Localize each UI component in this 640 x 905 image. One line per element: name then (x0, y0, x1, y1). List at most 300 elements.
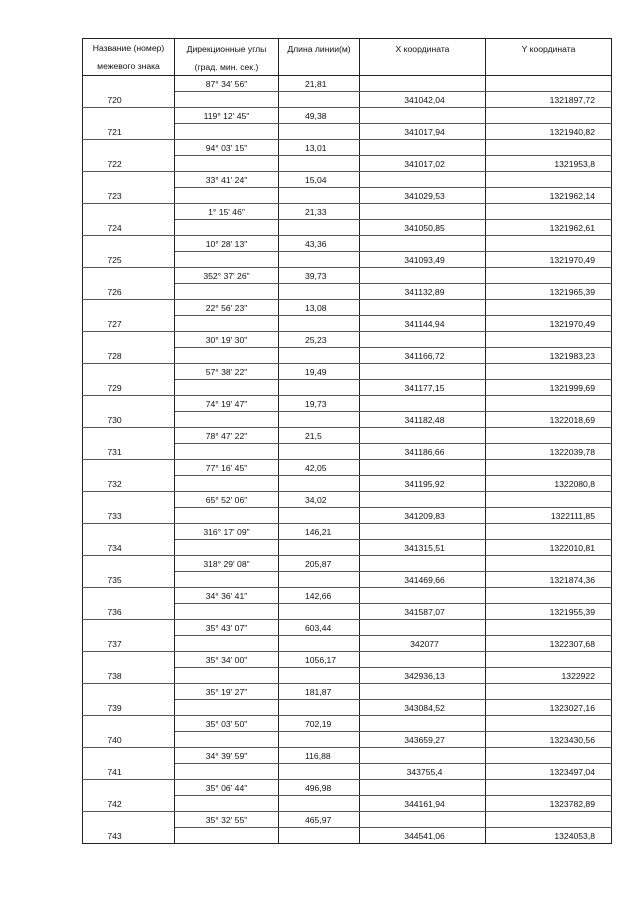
x-cell (360, 556, 486, 572)
length-cell (279, 188, 360, 204)
y-cell (486, 76, 612, 92)
length-cell (279, 604, 360, 620)
mark-cell (83, 108, 175, 124)
angle-cell (175, 92, 279, 108)
segment-row (83, 428, 612, 444)
length-cell: 21,33 (279, 204, 360, 220)
x-cell (360, 620, 486, 636)
x-cell: 344161,94 (360, 796, 486, 812)
angle-cell (175, 252, 279, 268)
angle-cell (175, 828, 279, 844)
x-cell: 341017,02 (360, 156, 486, 172)
angle-cell (175, 572, 279, 588)
mark-cell: 729 (83, 380, 175, 396)
mark-cell: 723 (83, 188, 175, 204)
segment-row (83, 652, 612, 668)
x-cell: 341182,48 (360, 412, 486, 428)
point-row (83, 700, 612, 716)
x-cell: 343659,27 (360, 732, 486, 748)
angle-cell (175, 412, 279, 428)
y-cell (486, 620, 612, 636)
angle-cell: 316° 17' 09" (175, 524, 279, 540)
y-cell: 1321970,49 (486, 252, 612, 268)
length-cell: 465,97 (279, 812, 360, 828)
x-cell (360, 428, 486, 444)
length-cell (279, 444, 360, 460)
x-cell (360, 204, 486, 220)
mark-cell: 722 (83, 156, 175, 172)
angle-cell: 35° 19' 27" (175, 684, 279, 700)
angle-cell: 35° 03' 50" (175, 716, 279, 732)
y-cell (486, 428, 612, 444)
y-cell (486, 460, 612, 476)
length-cell (279, 220, 360, 236)
point-row (83, 604, 612, 620)
x-cell (360, 812, 486, 828)
mark-cell (83, 76, 175, 92)
mark-cell (83, 332, 175, 348)
mark-cell (83, 524, 175, 540)
point-row (83, 476, 612, 492)
x-cell (360, 652, 486, 668)
segment-row (83, 396, 612, 412)
y-cell: 1323027,16 (486, 700, 612, 716)
y-cell (486, 204, 612, 220)
x-cell: 341042,04 (360, 92, 486, 108)
angle-cell (175, 444, 279, 460)
angle-cell: 352° 37' 26" (175, 268, 279, 284)
header-mark-line2: межевого знака (97, 61, 160, 71)
y-cell: 1321983,23 (486, 348, 612, 364)
point-row (83, 316, 612, 332)
point-row (83, 636, 612, 652)
angle-cell: 119° 12' 45" (175, 108, 279, 124)
angle-cell (175, 380, 279, 396)
angle-cell (175, 604, 279, 620)
x-cell (360, 492, 486, 508)
y-cell (486, 172, 612, 188)
x-cell: 343084,52 (360, 700, 486, 716)
length-cell: 496,98 (279, 780, 360, 796)
boundary-coordinates-table (82, 38, 612, 844)
mark-cell (83, 620, 175, 636)
segment-row (83, 364, 612, 380)
x-cell: 341132,89 (360, 284, 486, 300)
angle-cell: 1° 15' 46" (175, 204, 279, 220)
point-row (83, 92, 612, 108)
x-cell (360, 524, 486, 540)
y-cell: 1323497,04 (486, 764, 612, 780)
angle-cell (175, 636, 279, 652)
y-cell: 1322039,78 (486, 444, 612, 460)
angle-cell (175, 796, 279, 812)
mark-cell: 733 (83, 508, 175, 524)
mark-cell: 720 (83, 92, 175, 108)
segment-row (83, 748, 612, 764)
length-cell: 205,87 (279, 556, 360, 572)
segment-row (83, 716, 612, 732)
mark-cell (83, 492, 175, 508)
angle-cell: 57° 38' 22" (175, 364, 279, 380)
point-row (83, 348, 612, 364)
segment-row (83, 172, 612, 188)
y-cell (486, 556, 612, 572)
mark-cell (83, 396, 175, 412)
angle-cell (175, 764, 279, 780)
angle-cell: 35° 43' 07" (175, 620, 279, 636)
point-row (83, 796, 612, 812)
angle-cell (175, 668, 279, 684)
length-cell (279, 700, 360, 716)
length-cell (279, 572, 360, 588)
mark-cell (83, 172, 175, 188)
point-row (83, 252, 612, 268)
segment-row (83, 556, 612, 572)
x-cell (360, 300, 486, 316)
x-cell: 341017,94 (360, 124, 486, 140)
length-cell (279, 732, 360, 748)
length-cell: 13,08 (279, 300, 360, 316)
angle-cell: 35° 32' 55" (175, 812, 279, 828)
x-cell: 341177,15 (360, 380, 486, 396)
table-body (83, 76, 612, 844)
angle-cell (175, 732, 279, 748)
y-cell (486, 236, 612, 252)
length-cell: 25,23 (279, 332, 360, 348)
angle-cell (175, 220, 279, 236)
y-cell: 1321962,14 (486, 188, 612, 204)
length-cell: 21,5 (279, 428, 360, 444)
y-cell: 1321999,69 (486, 380, 612, 396)
header-x-label: X координата (395, 44, 450, 54)
mark-cell: 721 (83, 124, 175, 140)
length-cell: 116,88 (279, 748, 360, 764)
length-cell (279, 124, 360, 140)
mark-cell (83, 556, 175, 572)
x-cell: 341050,85 (360, 220, 486, 236)
segment-row (83, 780, 612, 796)
length-cell (279, 508, 360, 524)
segment-row (83, 812, 612, 828)
mark-cell: 732 (83, 476, 175, 492)
length-cell: 34,02 (279, 492, 360, 508)
y-cell: 1323782,89 (486, 796, 612, 812)
y-cell (486, 364, 612, 380)
y-cell (486, 524, 612, 540)
y-cell: 1322080,8 (486, 476, 612, 492)
length-cell (279, 156, 360, 172)
mark-cell: 725 (83, 252, 175, 268)
length-cell: 181,87 (279, 684, 360, 700)
y-cell: 1321955,39 (486, 604, 612, 620)
header-angle-line1: Дирекционные углы (186, 43, 267, 54)
y-cell: 1321897,72 (486, 92, 612, 108)
segment-row (83, 460, 612, 476)
x-cell (360, 332, 486, 348)
angle-cell: 318° 29' 08" (175, 556, 279, 572)
mark-cell: 736 (83, 604, 175, 620)
angle-cell: 30° 19' 30" (175, 332, 279, 348)
angle-cell: 74° 19' 47" (175, 396, 279, 412)
x-cell: 341166,72 (360, 348, 486, 364)
y-cell (486, 492, 612, 508)
mark-cell (83, 748, 175, 764)
y-cell: 1321940,82 (486, 124, 612, 140)
angle-cell: 65° 52' 06" (175, 492, 279, 508)
point-row (83, 156, 612, 172)
segment-row (83, 140, 612, 156)
mark-cell (83, 140, 175, 156)
y-cell (486, 652, 612, 668)
x-cell (360, 748, 486, 764)
x-cell: 342077 (360, 636, 486, 652)
mark-cell (83, 460, 175, 476)
y-cell (486, 268, 612, 284)
y-cell (486, 332, 612, 348)
x-cell (360, 76, 486, 92)
mark-cell: 734 (83, 540, 175, 556)
mark-cell (83, 652, 175, 668)
mark-cell: 738 (83, 668, 175, 684)
point-row (83, 412, 612, 428)
y-cell (486, 748, 612, 764)
point-row (83, 124, 612, 140)
mark-cell: 735 (83, 572, 175, 588)
x-cell: 341587,07 (360, 604, 486, 620)
y-cell: 1321962,61 (486, 220, 612, 236)
header-mark (83, 39, 175, 76)
length-cell: 13,01 (279, 140, 360, 156)
angle-cell: 78° 47' 22" (175, 428, 279, 444)
angle-cell (175, 540, 279, 556)
x-cell: 341469,66 (360, 572, 486, 588)
length-cell: 142,66 (279, 588, 360, 604)
angle-cell (175, 508, 279, 524)
header-angle (175, 39, 279, 59)
length-cell: 146,21 (279, 524, 360, 540)
x-cell: 341315,51 (360, 540, 486, 556)
angle-cell (175, 188, 279, 204)
point-row (83, 732, 612, 748)
length-cell (279, 540, 360, 556)
segment-row (83, 300, 612, 316)
mark-cell: 728 (83, 348, 175, 364)
segment-row (83, 236, 612, 252)
y-cell (486, 588, 612, 604)
y-cell (486, 812, 612, 828)
y-cell: 1324053,8 (486, 828, 612, 844)
length-cell: 39,73 (279, 268, 360, 284)
angle-cell: 34° 39' 59" (175, 748, 279, 764)
mark-cell (83, 428, 175, 444)
length-cell (279, 252, 360, 268)
point-row (83, 764, 612, 780)
header-angle-sub (175, 58, 279, 75)
angle-cell (175, 284, 279, 300)
mark-cell: 727 (83, 316, 175, 332)
angle-cell: 22° 56' 23" (175, 300, 279, 316)
header-angle-line2: (град. мин. сек.) (194, 61, 259, 72)
length-cell: 603,44 (279, 620, 360, 636)
mark-cell: 740 (83, 732, 175, 748)
segment-row (83, 524, 612, 540)
header-y-label: Y координата (521, 44, 576, 54)
y-cell (486, 396, 612, 412)
x-cell (360, 780, 486, 796)
mark-cell (83, 300, 175, 316)
x-cell: 341029,53 (360, 188, 486, 204)
x-cell (360, 364, 486, 380)
header-x (360, 39, 486, 76)
y-cell (486, 300, 612, 316)
length-cell (279, 828, 360, 844)
length-cell (279, 764, 360, 780)
point-row (83, 828, 612, 844)
x-cell (360, 460, 486, 476)
angle-cell: 10° 28' 13" (175, 236, 279, 252)
segment-row (83, 204, 612, 220)
mark-cell: 743 (83, 828, 175, 844)
length-cell: 1056,17 (279, 652, 360, 668)
point-row (83, 572, 612, 588)
length-cell: 43,36 (279, 236, 360, 252)
segment-row (83, 684, 612, 700)
y-cell: 1321874,36 (486, 572, 612, 588)
y-cell: 1321970,49 (486, 316, 612, 332)
point-row (83, 444, 612, 460)
length-cell: 19,73 (279, 396, 360, 412)
angle-cell (175, 316, 279, 332)
mark-cell (83, 236, 175, 252)
y-cell: 1322307,68 (486, 636, 612, 652)
y-cell (486, 684, 612, 700)
x-cell: 341186,66 (360, 444, 486, 460)
angle-cell: 33° 41' 24" (175, 172, 279, 188)
x-cell: 342936,13 (360, 668, 486, 684)
y-cell (486, 140, 612, 156)
segment-row (83, 588, 612, 604)
point-row (83, 540, 612, 556)
point-row (83, 220, 612, 236)
angle-cell: 34° 36' 41" (175, 588, 279, 604)
length-cell (279, 348, 360, 364)
point-row (83, 668, 612, 684)
mark-cell: 737 (83, 636, 175, 652)
segment-row (83, 332, 612, 348)
y-cell: 1322010,81 (486, 540, 612, 556)
point-row (83, 188, 612, 204)
segment-row (83, 620, 612, 636)
length-cell: 49,38 (279, 108, 360, 124)
segment-row (83, 108, 612, 124)
length-cell (279, 636, 360, 652)
x-cell (360, 588, 486, 604)
mark-cell (83, 364, 175, 380)
x-cell: 341093,49 (360, 252, 486, 268)
length-cell (279, 796, 360, 812)
x-cell (360, 396, 486, 412)
header-length-label: Длина линии(м) (287, 44, 351, 54)
length-cell (279, 668, 360, 684)
x-cell (360, 108, 486, 124)
angle-cell (175, 700, 279, 716)
y-cell: 1321965,39 (486, 284, 612, 300)
x-cell (360, 716, 486, 732)
mark-cell (83, 780, 175, 796)
x-cell: 341195,92 (360, 476, 486, 492)
y-cell: 1322922 (486, 668, 612, 684)
angle-cell (175, 156, 279, 172)
y-cell: 1322111,85 (486, 508, 612, 524)
segment-row (83, 492, 612, 508)
length-cell (279, 380, 360, 396)
table-header (83, 39, 612, 76)
y-cell: 1323430,56 (486, 732, 612, 748)
mark-cell: 731 (83, 444, 175, 460)
length-cell (279, 284, 360, 300)
angle-cell: 94° 03' 15" (175, 140, 279, 156)
x-cell (360, 268, 486, 284)
angle-cell (175, 348, 279, 364)
point-row (83, 284, 612, 300)
y-cell (486, 716, 612, 732)
mark-cell (83, 684, 175, 700)
mark-cell (83, 588, 175, 604)
x-cell (360, 236, 486, 252)
x-cell (360, 684, 486, 700)
angle-cell: 35° 34' 00" (175, 652, 279, 668)
length-cell (279, 92, 360, 108)
x-cell (360, 140, 486, 156)
mark-cell: 742 (83, 796, 175, 812)
point-row (83, 508, 612, 524)
angle-cell (175, 124, 279, 140)
segment-row (83, 76, 612, 92)
y-cell: 1322018,69 (486, 412, 612, 428)
mark-cell: 726 (83, 284, 175, 300)
length-cell: 19,49 (279, 364, 360, 380)
length-cell: 702,19 (279, 716, 360, 732)
length-cell: 15,04 (279, 172, 360, 188)
header-y (486, 39, 612, 76)
x-cell (360, 172, 486, 188)
y-cell (486, 108, 612, 124)
mark-cell: 739 (83, 700, 175, 716)
y-cell (486, 780, 612, 796)
mark-cell (83, 812, 175, 828)
segment-row (83, 268, 612, 284)
mark-cell (83, 204, 175, 220)
angle-cell: 77° 16' 45" (175, 460, 279, 476)
length-cell: 42,05 (279, 460, 360, 476)
header-mark-line1: Название (номер) (92, 43, 165, 53)
x-cell: 341209,83 (360, 508, 486, 524)
length-cell (279, 412, 360, 428)
length-cell: 21,81 (279, 76, 360, 92)
length-cell (279, 476, 360, 492)
x-cell: 343755,4 (360, 764, 486, 780)
mark-cell: 730 (83, 412, 175, 428)
mark-cell (83, 716, 175, 732)
length-cell (279, 316, 360, 332)
angle-cell: 35° 06' 44" (175, 780, 279, 796)
angle-cell (175, 476, 279, 492)
mark-cell (83, 268, 175, 284)
point-row (83, 380, 612, 396)
mark-cell: 741 (83, 764, 175, 780)
mark-cell: 724 (83, 220, 175, 236)
x-cell: 341144,94 (360, 316, 486, 332)
